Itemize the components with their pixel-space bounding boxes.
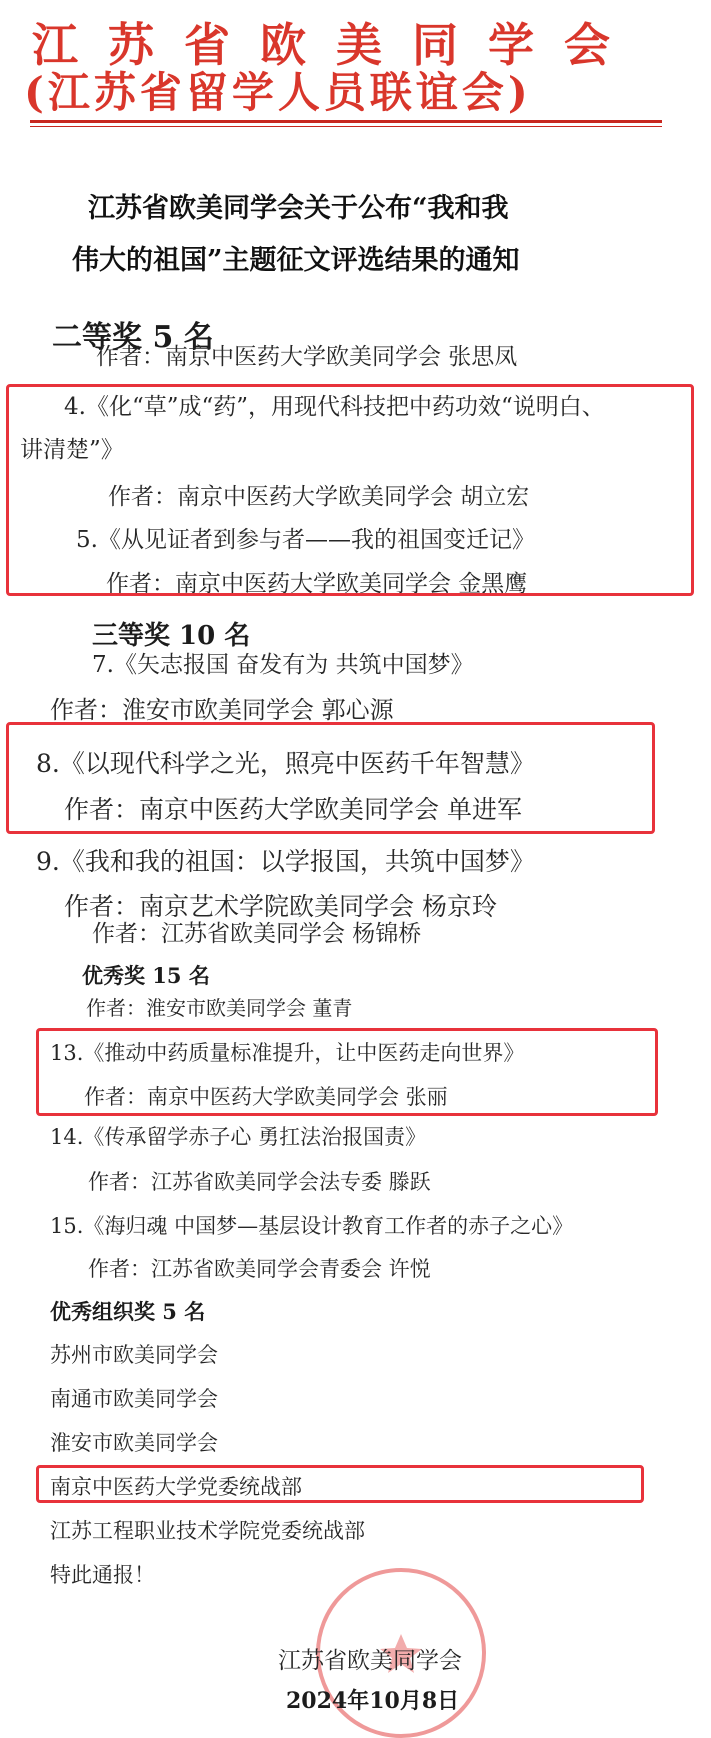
notice-title-line2: 伟大的祖国”主题征文评选结果的通知 [72,245,520,276]
item4-title: 4.《化“草”成“药”，用现代科技把中药功效“说明白、 [64,394,605,420]
item4-author: 作者：南京中医药大学欧美同学会 胡立宏 [108,484,530,510]
highlight-box-third-prize [6,722,655,834]
item13-author: 作者：南京中医药大学欧美同学会 张丽 [84,1085,448,1109]
clipped-text-line-4: 作者：淮安市欧美同学会 董青 [86,996,353,1020]
item9-title: 9.《我和我的祖国：以学报国，共筑中国梦》 [36,847,535,876]
clipped-text-line: 作者：南京中医药大学欧美同学会 张思凤 [96,344,518,370]
item14-title: 14.《传承留学赤子心 勇扛法治报国责》 [50,1125,427,1149]
item4-title-cont: 讲清楚”》 [20,437,124,463]
item13-title: 13.《推动中药质量标准提升，让中医药走向世界》 [50,1041,525,1065]
highlight-box-org-prize [36,1465,644,1503]
header-rule-thick [30,120,662,123]
item7-author: 作者：淮安市欧美同学会 郭心源 [50,696,394,724]
item5-title: 5.《从见证者到参与者——我的祖国变迁记》 [76,527,535,553]
highlight-box-second-prize [6,384,694,596]
merit-prize-heading: 优秀奖 15 名 [82,963,210,988]
org-prize-item: 南通市欧美同学会 [50,1387,218,1411]
header-rule-thin [30,126,662,127]
org-prize-item: 南京中医药大学党委统战部 [50,1475,302,1499]
org-subname-header: (江苏省留学人员联谊会) [24,68,532,117]
clipped-text-line-3: 作者：江苏省欧美同学会 杨锦桥 [92,921,422,947]
highlight-box-merit-prize [36,1028,658,1116]
item8-title: 8.《以现代科学之光，照亮中医药千年智慧》 [36,749,535,778]
closing-text: 特此通报！ [50,1563,155,1587]
org-prize-item: 淮安市欧美同学会 [50,1431,218,1455]
item8-author: 作者：南京中医药大学欧美同学会 单进军 [64,795,522,824]
item15-title: 15.《海归魂 中国梦—基层设计教育工作者的赤子之心》 [50,1214,574,1238]
signature-org: 江苏省欧美同学会 [278,1648,462,1674]
item15-author: 作者：江苏省欧美同学会青委会 许悦 [88,1257,431,1281]
item5-author: 作者：南京中医药大学欧美同学会 金黑鹰 [106,571,528,597]
org-prize-item: 江苏工程职业技术学院党委统战部 [50,1519,365,1543]
clipped-text-line-2: 7.《矢志报国 奋发有为 共筑中国梦》 [92,652,474,678]
third-prize-heading: 三等奖 10 名 [92,621,251,651]
org-name-header: 江苏省欧美同学会 [32,18,640,72]
signature-date: 2024年10月8日 [286,1688,460,1714]
item14-author: 作者：江苏省欧美同学会法专委 滕跃 [88,1170,431,1194]
org-prize-item: 苏州市欧美同学会 [50,1343,218,1367]
notice-title-line1: 江苏省欧美同学会关于公布“我和我 [88,193,509,224]
org-prize-heading: 优秀组织奖 5 名 [50,1299,206,1324]
item9-author: 作者：南京艺术学院欧美同学会 杨京玲 [64,892,497,921]
second-prize-heading: 二等奖 5 名 [52,320,214,355]
